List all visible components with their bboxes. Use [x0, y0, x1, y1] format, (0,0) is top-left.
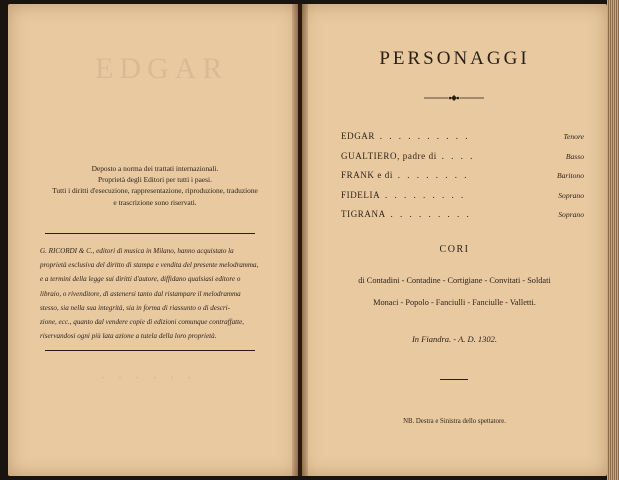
- voice-type: Soprano: [558, 190, 584, 200]
- cast-row: [341, 131, 584, 151]
- character-name: EDGAR: [341, 131, 375, 141]
- divider: [45, 350, 255, 351]
- voice-type: Baritono: [556, 171, 584, 180]
- publisher-line: G. RICORDI & C., editori di musica in Milano, hanno acquistato la: [40, 247, 234, 255]
- publisher-line: riservandosi ogni più lata azione a tutela della loro proprietà.: [40, 332, 217, 341]
- copyright-line: e trascrizione sono riservati.: [113, 197, 197, 207]
- character-name: GUALTIERO, padre di: [341, 150, 437, 161]
- voice-type: Tenore: [563, 132, 584, 141]
- ornament-icon: [424, 93, 484, 103]
- copyright-line: Deposto a norma dei trattati internazionali.: [91, 164, 219, 173]
- page-title: PERSONAGGI: [379, 48, 530, 69]
- chorus-line: Monaci - Popolo - Fanciulli - Fanciulle - Valletti.: [373, 298, 536, 307]
- cast-row: [341, 151, 584, 171]
- leader-dots: . . . . . . . . .: [385, 209, 472, 219]
- cast-row: [341, 209, 584, 229]
- chorus-line: di Contadini - Contadine - Cortigiane - Convitati - Soldati: [358, 276, 551, 285]
- voice-type: Soprano: [558, 210, 584, 219]
- book-gutter: [292, 4, 308, 476]
- copyright-line: Tutti i diritti d'esecuzione, rappresentazione, riproduzione, traduzione: [52, 186, 258, 196]
- character-name: TIGRANA: [341, 209, 386, 219]
- copyright-notice: [40, 163, 270, 208]
- page-edges: [607, 0, 619, 480]
- chorus-list: [302, 270, 607, 314]
- publisher-notice: [40, 244, 274, 343]
- publisher-line: zione, ecc., quanto dal vendere copie di edizioni comunque contraffatte,: [40, 318, 245, 327]
- leader-dots: . . . . . . . . .: [380, 189, 466, 200]
- leader-dots: . . . . . . . .: [393, 170, 470, 180]
- right-page: [302, 4, 607, 476]
- publisher-line: libraio, o rivenditore, di astenersi tanto dal ristampare il melodramma: [40, 289, 241, 298]
- character-name: FIDELIA: [341, 189, 381, 200]
- leader-dots: . . . .: [436, 150, 475, 161]
- voice-type: Basso: [565, 151, 584, 161]
- chorus-heading: CORI: [439, 244, 470, 255]
- divider: [440, 379, 468, 380]
- divider: [45, 233, 255, 234]
- bleed-through-text: · · · · · ·: [100, 370, 196, 387]
- copyright-line: Proprietà degli Editori per tutti i paesi.: [98, 175, 212, 185]
- publisher-line: e a termini della legge sui diritti d'autore, diffidano qualsiasi editore o: [40, 275, 241, 284]
- leader-dots: . . . . . . . . . .: [375, 131, 470, 141]
- cast-row: [341, 190, 584, 210]
- publisher-line: proprietà esclusiva del diritto di stampa e vendita del presente melodramma,: [40, 261, 259, 270]
- cast-row: [341, 170, 584, 190]
- setting-line: In Fiandra. - A. D. 1302.: [411, 334, 498, 344]
- publisher-line: stesso, sia nella sua integrità, sia in forma di riassunto o di descri-: [40, 303, 230, 312]
- stage-note: NB. Destra e Sinistra dello spettatore.: [403, 418, 506, 425]
- bleed-through-text: EDGAR: [95, 52, 229, 85]
- character-name: FRANK e di: [341, 170, 394, 180]
- cast-list: [341, 131, 584, 229]
